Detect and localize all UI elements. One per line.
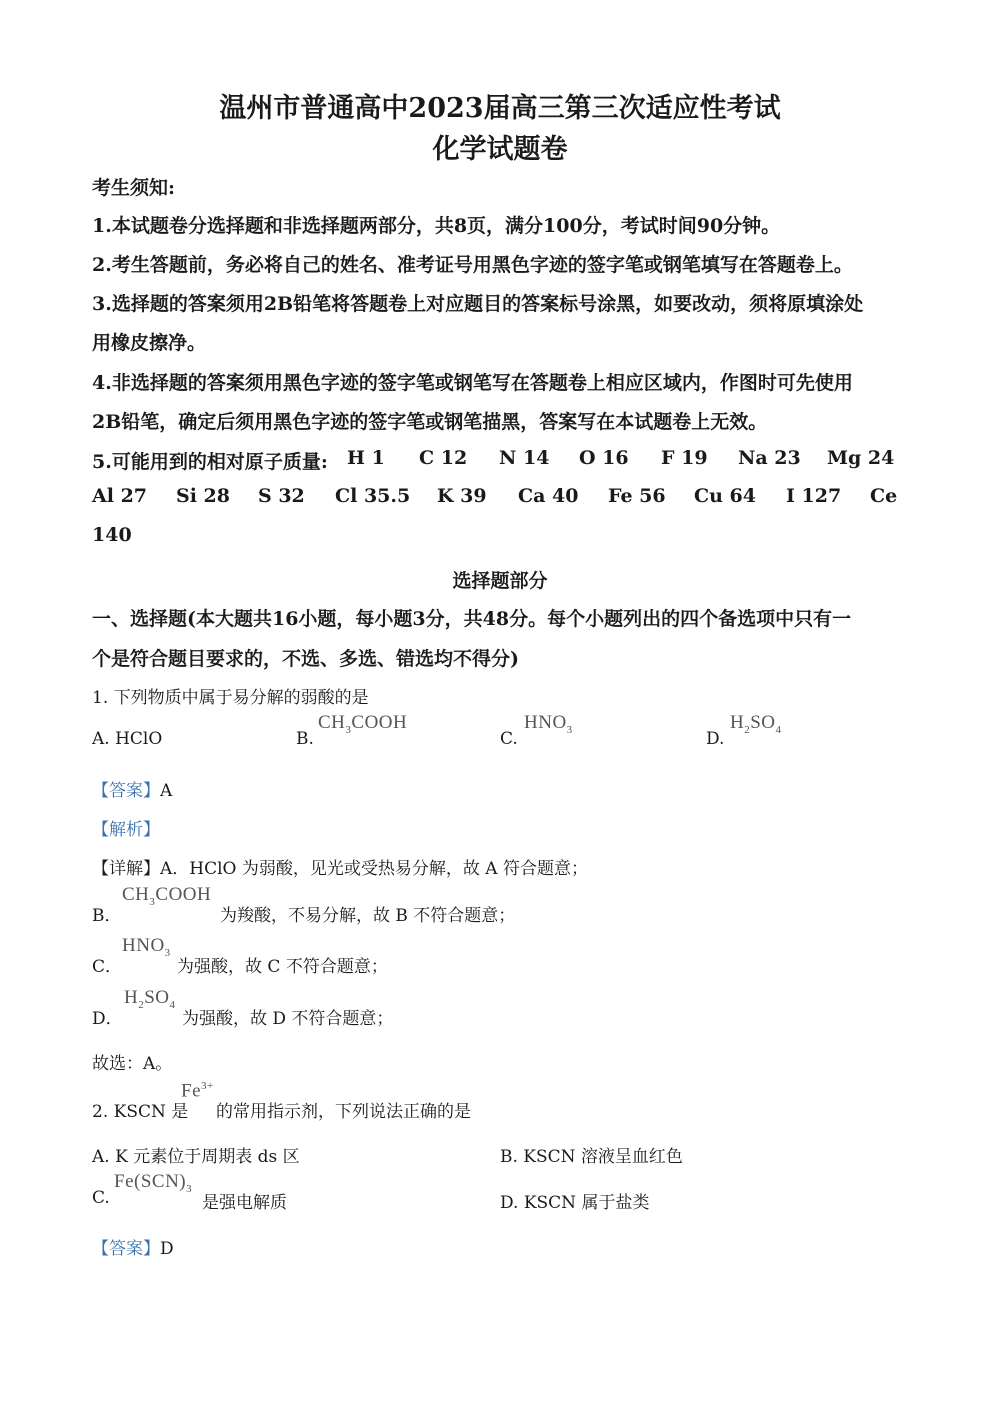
option-a: A. K 元素位于周期表 ds 区	[92, 1147, 300, 1167]
mass-value: F 19	[661, 447, 708, 469]
question-stem: 1. 下列物质中属于易分解的弱酸的是	[92, 688, 369, 708]
mass-value: Cu 64	[694, 485, 756, 507]
mass-value: Na 23	[738, 447, 801, 469]
mass-value: N 14	[499, 447, 550, 469]
answer-row	[92, 1234, 174, 1259]
option-c-text: 是强电解质	[202, 1193, 287, 1213]
option-b: B. KSCN 溶液呈血红色	[500, 1147, 683, 1167]
detail-d-label: D．	[92, 1009, 123, 1029]
formula-h2so4: $H_2SO_4$	[730, 712, 782, 736]
notice-item: 2B铅笔，确定后须用黑色字迹的签字笔或钢笔描黑，答案写在本试题卷上无效。	[92, 411, 768, 433]
mass-value: Cl 35.5	[335, 485, 411, 507]
notice-item: 4.非选择题的答案须用黑色字迹的签字笔或钢笔写在答题卷上相应区域内，作图时可先使用	[92, 372, 853, 394]
formula-ch3cooh: $CH_3COOH$	[318, 712, 408, 736]
notice-item: 用橡皮擦净。	[92, 332, 207, 354]
exam-subtitle: 化学试题卷	[432, 134, 568, 165]
detail-b-label: B．	[92, 906, 122, 926]
mass-value: Al 27	[92, 485, 148, 507]
mass-value: Si 28	[176, 485, 230, 507]
formula-fe3plus: $Fe^{3+}$	[181, 1080, 214, 1102]
notice-heading: 考生须知:	[92, 177, 176, 199]
section-title: 选择题部分	[452, 570, 548, 592]
mass-label: 5.可能用到的相对原子质量:	[92, 451, 328, 473]
detail-c-label: C．	[92, 957, 123, 977]
question-stem-part: 2. KSCN 是	[92, 1102, 189, 1122]
option-d-label: D.	[706, 729, 725, 749]
notice-item: 3.选择题的答案须用2B铅笔将答题卷上对应题目的答案标号涂黑，如要改动，须将原填涂处	[92, 293, 864, 315]
mass-value: Fe 56	[608, 485, 666, 507]
answer-tag: 【答案】	[92, 781, 160, 801]
answer-row	[92, 776, 172, 801]
mass-value: Ca 40	[518, 485, 579, 507]
question-stem-part: 的常用指示剂，下列说法正确的是	[216, 1102, 471, 1122]
mass-value: K 39	[437, 485, 487, 507]
section-intro: 一、选择题(本大题共16小题，每小题3分，共48分。每个小题列出的四个备选项中只有一	[92, 608, 852, 630]
mass-value: I 127	[786, 485, 842, 507]
conclusion: 故选：A。	[92, 1054, 173, 1074]
detail-c-text: 为强酸，故 C 不符合题意；	[177, 957, 388, 977]
detail-b-text: 为羧酸，不易分解，故 B 不符合题意；	[220, 906, 516, 926]
mass-value: H 1	[347, 447, 385, 469]
notice-item: 2.考生答题前，务必将自己的姓名、准考证号用黑色字迹的签字笔或钢笔填写在答题卷上。	[92, 254, 853, 276]
mass-value: O 16	[579, 447, 629, 469]
detail-d-text: 为强酸，故 D 不符合题意；	[182, 1009, 394, 1029]
formula-hno3: $HNO_3$	[524, 712, 573, 736]
analysis-tag: 【解析】	[92, 820, 160, 840]
exam-title: 温州市普通高中2023届高三第三次适应性考试	[219, 93, 781, 124]
formula-hno3: $HNO_3$	[122, 935, 171, 959]
answer-tag: 【答案】	[92, 1239, 160, 1259]
option-b-label: B.	[296, 729, 314, 749]
option-c-label: C.	[92, 1188, 110, 1208]
mass-value: Mg 24	[827, 447, 895, 469]
formula-ch3cooh: $CH_3COOH$	[122, 884, 212, 908]
mass-value: C 12	[419, 447, 468, 469]
notice-item: 1.本试题卷分选择题和非选择题两部分，共8页，满分100分，考试时间90分钟。	[92, 215, 781, 237]
formula-h2so4: $H_2SO_4$	[124, 987, 176, 1011]
answer-value: D	[160, 1239, 174, 1259]
option-a: A. HClO	[92, 729, 163, 749]
detail-a: 【详解】A．HClO 为弱酸，见光或受热易分解，故 A 符合题意；	[92, 859, 588, 879]
mass-value: S 32	[258, 485, 305, 507]
option-d: D. KSCN 属于盐类	[500, 1193, 650, 1213]
mass-value: 140	[92, 524, 132, 546]
formula-fescn3: $Fe(SCN)_3$	[114, 1171, 193, 1195]
mass-value: Ce	[870, 485, 898, 507]
option-c-label: C.	[500, 729, 518, 749]
answer-value: A	[160, 781, 173, 801]
section-intro: 个是符合题目要求的，不选、多选、错选均不得分)	[92, 648, 519, 670]
